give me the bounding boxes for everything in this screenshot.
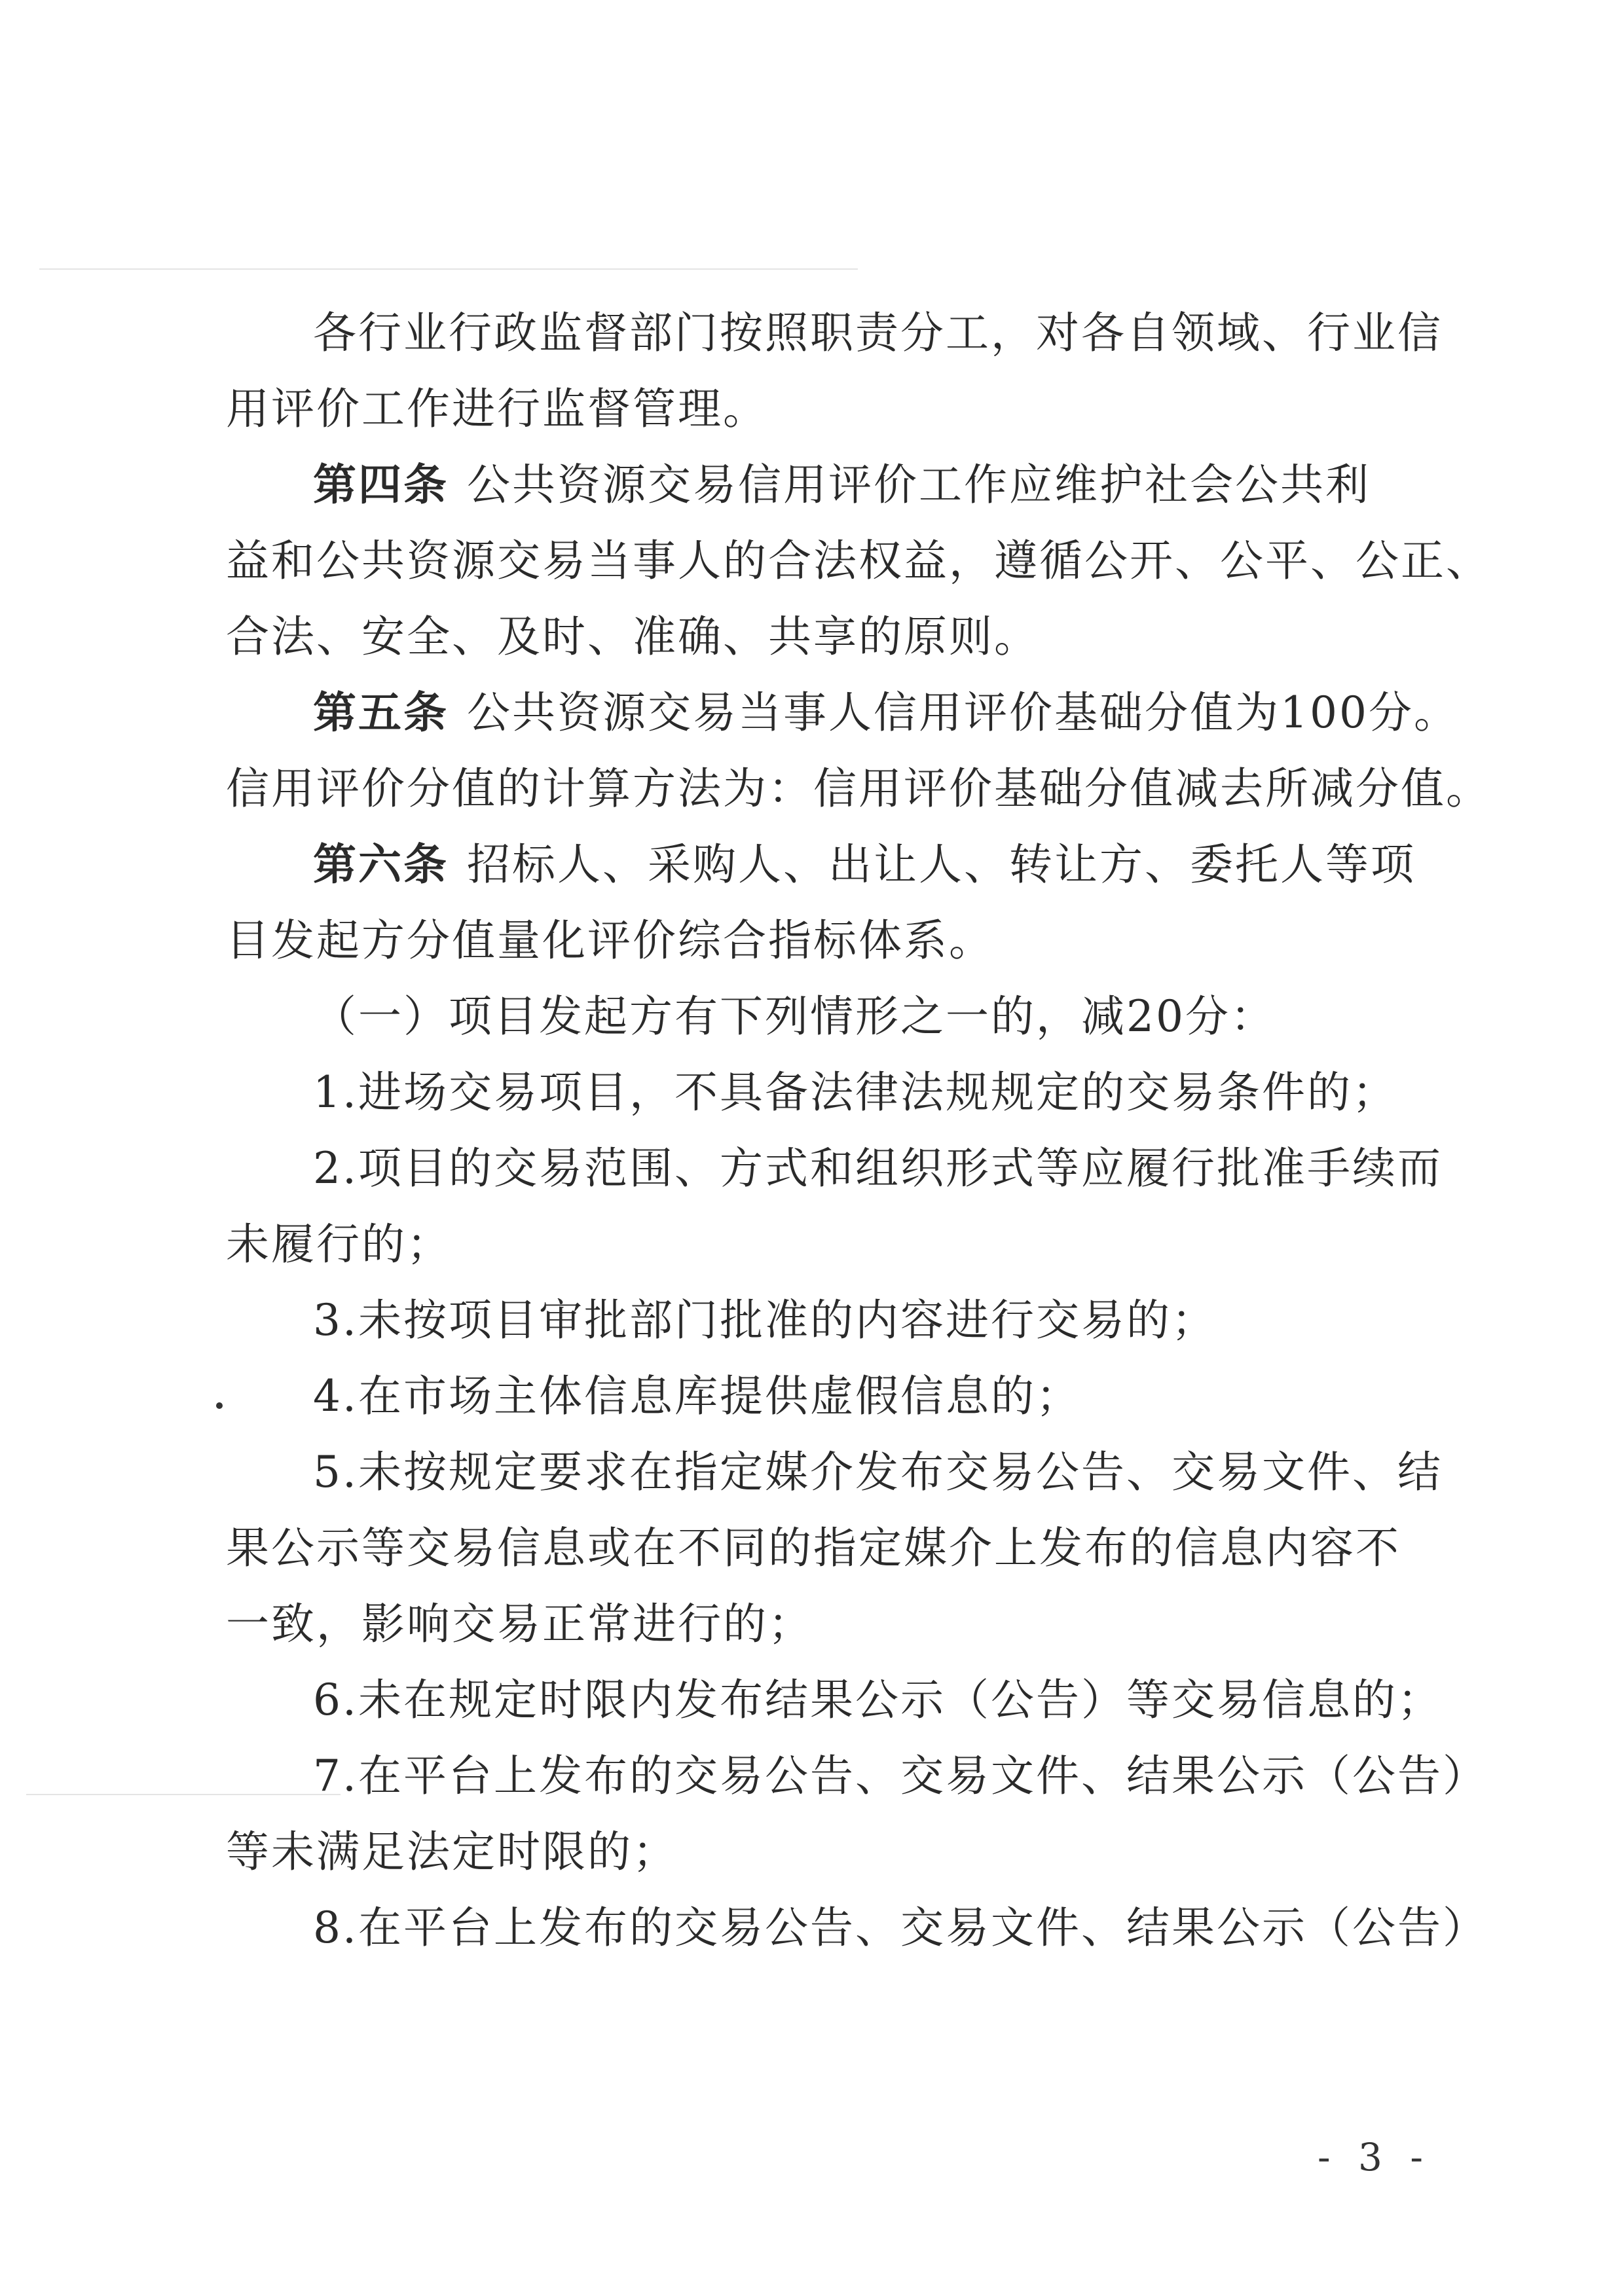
list-item: 8.在平台上发布的交易公告、交易文件、结果公示（公告）: [313, 1903, 1488, 1953]
article-label: 第四条: [313, 460, 449, 510]
list-item-continuation: 等未满足法定时限的；: [226, 1827, 678, 1877]
list-item: 6.未在规定时限内发布结果公示（公告）等交易信息的；: [313, 1675, 1443, 1725]
section-heading: （一）项目发起方有下列情形之一的，减20分：: [313, 991, 1276, 1042]
article-line: 第四条 公共资源交易信用评价工作应维护社会公共利: [313, 460, 1371, 510]
body-line: 益和公共资源交易当事人的合法权益，遵循公开、公平、公正、: [226, 536, 1491, 586]
list-item: 5.未按规定要求在指定媒介发布交易公告、交易文件、结: [313, 1447, 1443, 1497]
list-item: 1.进场交易项目，不具备法律法规规定的交易条件的；: [313, 1067, 1397, 1118]
body-line: 目发起方分值量化评价综合指标体系。: [226, 915, 994, 966]
body-line: 信用评价分值的计算方法为：信用评价基础分值减去所减分值。: [226, 763, 1491, 814]
list-item-continuation: 未履行的；: [226, 1219, 452, 1269]
article-label: 第五条: [313, 687, 449, 738]
list-item: 4.在市场主体信息库提供虚假信息的；: [313, 1371, 1081, 1421]
body-line: 合法、安全、及时、准确、共享的原则。: [226, 611, 1039, 662]
article-line: 第六条 招标人、采购人、出让人、转让方、委托人等项: [313, 839, 1416, 890]
article-line: 第五条 公共资源交易当事人信用评价基础分值为100分。: [313, 687, 1459, 738]
list-item-continuation: 果公示等交易信息或在不同的指定媒介上发布的信息内容不: [226, 1523, 1401, 1573]
list-item: 7.在平台上发布的交易公告、交易文件、结果公示（公告）: [313, 1751, 1488, 1801]
article-label: 第六条: [313, 839, 449, 890]
list-item: 2.项目的交易范围、方式和组织形式等应履行批准手续而: [313, 1143, 1443, 1194]
body-line: 用评价工作进行监督管理。: [226, 384, 768, 434]
list-item: 3.未按项目审批部门批准的内容进行交易的；: [313, 1295, 1217, 1345]
list-item-continuation: 一致，影响交易正常进行的；: [226, 1599, 813, 1649]
scan-artifact-line: [39, 268, 858, 270]
page-number: - 3 -: [1318, 2135, 1431, 2179]
body-line: 各行业行政监督部门按照职责分工，对各自领域、行业信: [313, 308, 1443, 358]
